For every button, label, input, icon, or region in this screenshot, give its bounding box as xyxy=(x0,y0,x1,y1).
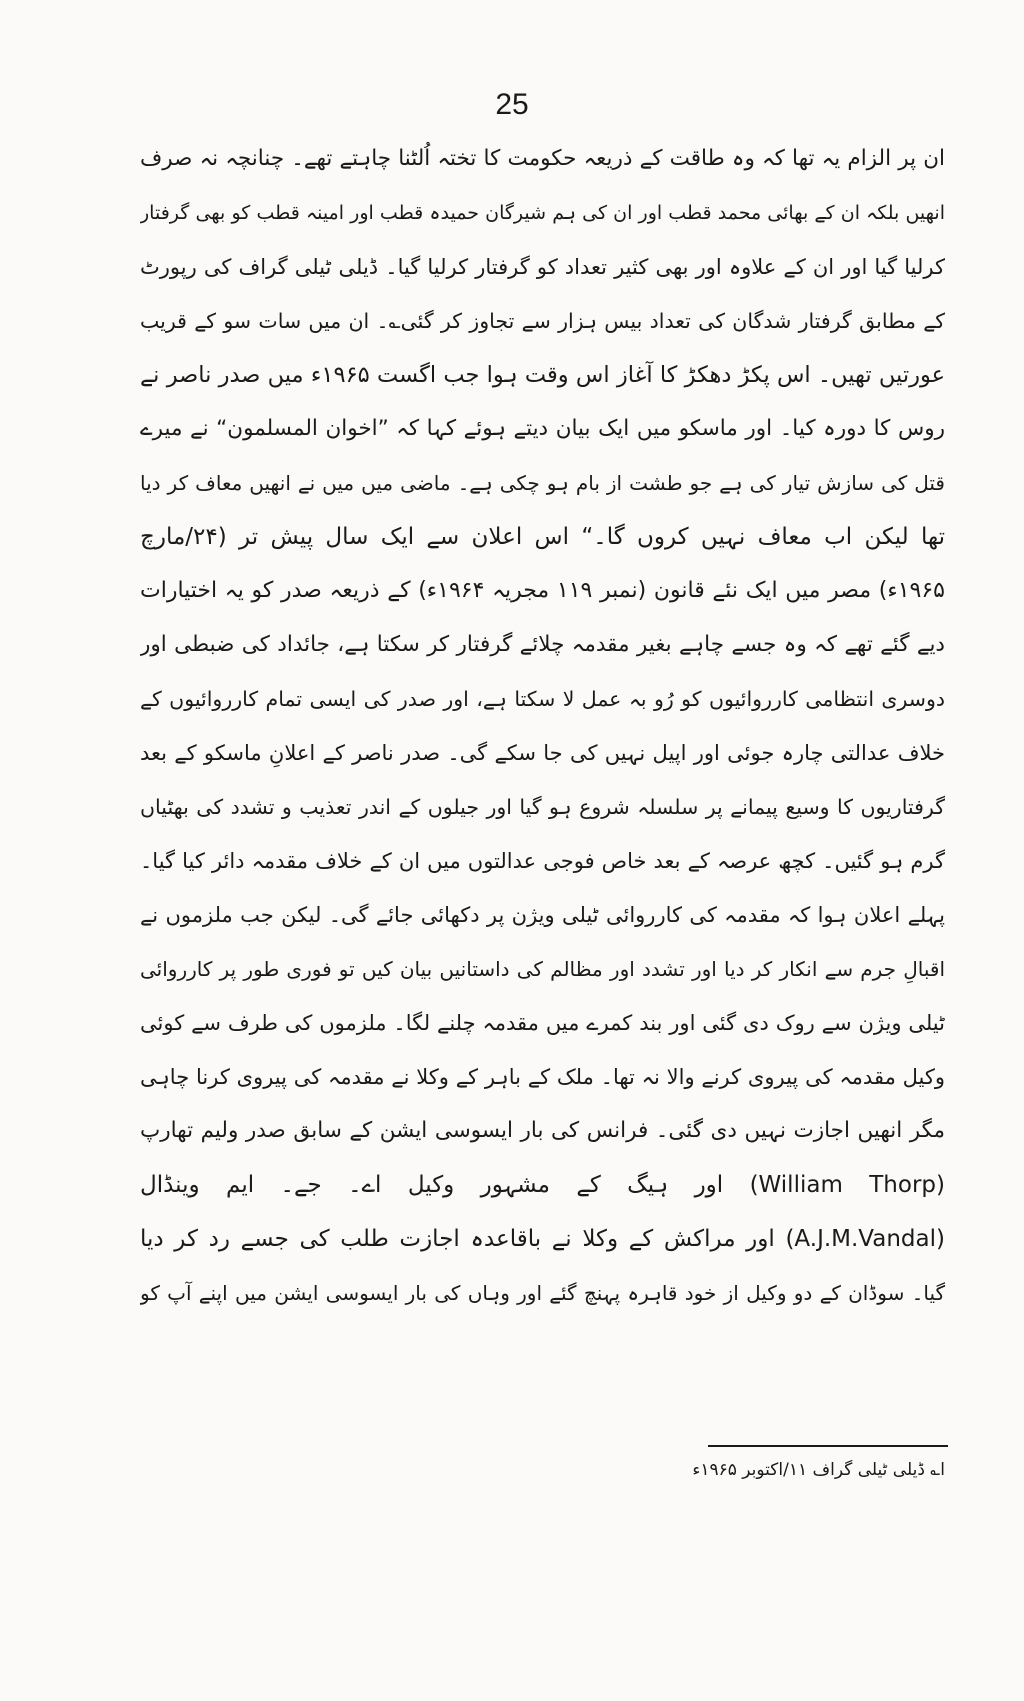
text-line: انھیں بلکہ ان کے بھائی محمد قطب اور ان کی ہم شیرگان حمیدہ قطب اور امینہ قطب کو بھی گرفتار xyxy=(140,202,945,224)
text-line: دیے گئے تھے کہ وہ جسے چاہے بغیر مقدمہ چلائے گرفتار کر سکتا ہے، جائداد کی ضبطی اور xyxy=(140,632,945,657)
text-line: تھا لیکن اب معاف نہیں کروں گا۔“ اس اعلان سے ایک سال پیش تر (۲۴/مارچ xyxy=(140,524,945,550)
text-line: وکیل مقدمہ کی پیروی کرنے والا نہ تھا۔ ملک کے باہر کے وکلا نے مقدمہ کی پیروی کرنا چاہی xyxy=(140,1065,945,1089)
text-line: دوسری انتظامی کارروائیوں کو رُو بہ عمل لا سکتا ہے، اور صدر کی ایسی تمام کارروائیوں کے xyxy=(140,687,945,711)
text-line: (A.J.M.Vandal) اور مراکش کے وکلا نے باقاعدہ اجازت طلب کی جسے رد کر دیا xyxy=(140,1226,945,1252)
text-line: اقبالِ جرم سے انکار کر دیا اور تشدد اور مظالم کی داستانیں بیان کیں تو فوری طور پر کارروائی xyxy=(140,957,945,981)
text-line: روس کا دورہ کیا۔ اور ماسکو میں ایک بیان دیتے ہوئے کہا کہ ”اخوان المسلمون“ نے میرے xyxy=(140,416,945,441)
footnote: ا؎ ڈیلی ٹیلی گراف ۱۱/اکتوبر ۱۹۶۵ء xyxy=(692,1460,945,1480)
footnote-divider xyxy=(708,1445,948,1447)
text-line: گرفتاریوں کا وسیع پیمانے پر سلسلہ شروع ہو گیا اور جیلوں کے اندر تعذیب و تشدد کی بھٹیاں xyxy=(140,795,945,819)
text-line: قتل کی سازش تیار کی ہے جو طشت از بام ہو چکی ہے۔ ماضی میں میں نے انھیں معاف کر دیا xyxy=(140,471,945,495)
page-number: 25 xyxy=(495,88,529,121)
text-line: خلاف عدالتی چارہ جوئی اور اپیل نہیں کی جا سکے گی۔ صدر ناصر کے اعلانِ ماسکو کے بعد xyxy=(140,741,945,765)
text-line: ۱۹۶۵ء) مصر میں ایک نئے قانون (نمبر ۱۱۹ مجریہ ۱۹۶۴ء) کے ذریعہ صدر کو یہ اختیارات xyxy=(140,578,945,603)
text-line: ان پر الزام یہ تھا کہ وہ طاقت کے ذریعہ حکومت کا تختہ اُلٹنا چاہتے تھے۔ چنانچہ نہ صرف xyxy=(140,146,945,171)
text-line: (William Thorp) اور ہیگ کے مشہور وکیل اے۔ جے۔ ایم وینڈال xyxy=(140,1172,945,1198)
body-text xyxy=(140,132,945,1320)
text-line: کے مطابق گرفتار شدگان کی تعداد بیس ہزار سے تجاوز کر گئی؎۔ ان میں سات سو کے قریب xyxy=(140,309,945,333)
text-line: عورتیں تھیں۔ اس پکڑ دھکڑ کا آغاز اس وقت ہوا جب اگست ۱۹۶۵ء میں صدر ناصر نے xyxy=(140,362,945,388)
text-line: گیا۔ سوڈان کے دو وکیل از خود قاہرہ پہنچ گئے اور وہاں کی بار ایسوسی ایشن میں اپنے آپ کو xyxy=(140,1281,945,1305)
text-line: مگر انھیں اجازت نہیں دی گئی۔ فرانس کی بار ایسوسی ایشن کے سابق صدر ولیم تھارپ xyxy=(140,1118,945,1143)
text-line: کرلیا گیا اور ان کے علاوہ اور بھی کثیر تعداد کو گرفتار کرلیا گیا۔ ڈیلی ٹیلی گراف کی رپورٹ xyxy=(140,255,945,279)
text-line: گرم ہو گئیں۔ کچھ عرصہ کے بعد خاص فوجی عدالتوں میں ان کے خلاف مقدمہ دائر کیا گیا۔ xyxy=(140,849,945,873)
text-line: پہلے اعلان ہوا کہ مقدمہ کی کارروائی ٹیلی ویژن پر دکھائی جائے گی۔ لیکن جب ملزموں نے xyxy=(140,903,945,927)
text-line: ٹیلی ویژن سے روک دی گئی اور بند کمرے میں مقدمہ چلنے لگا۔ ملزموں کی طرف سے کوئی xyxy=(140,1011,945,1035)
